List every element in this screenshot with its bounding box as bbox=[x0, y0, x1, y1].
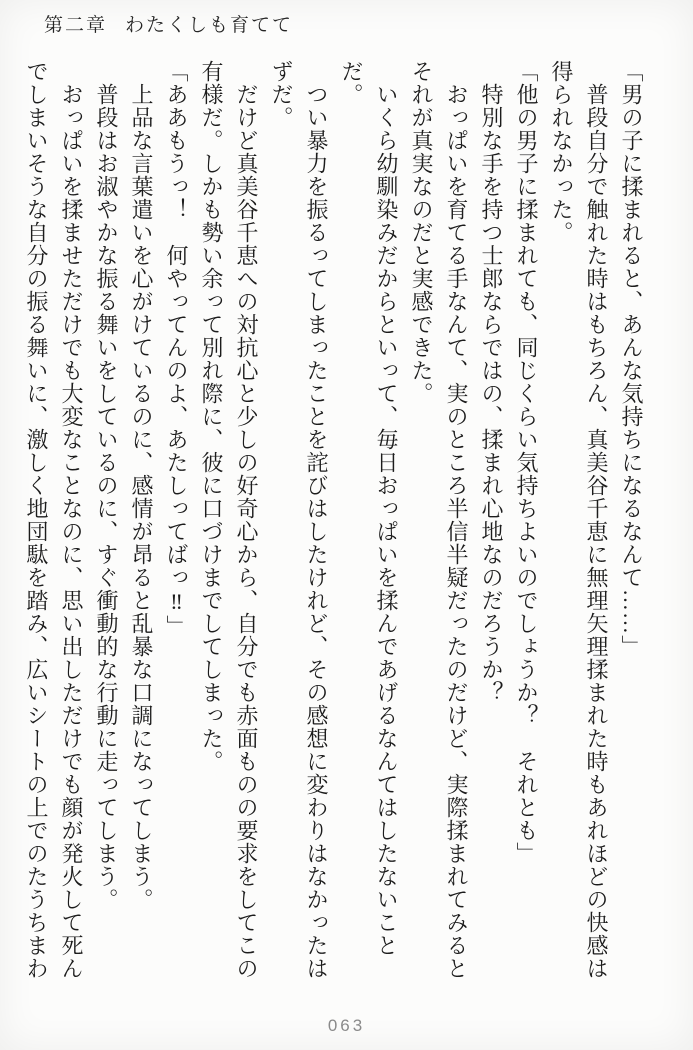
paragraph: 「男の子に揉まれると、あんな気持ちになるなんて……」 bbox=[619, 60, 644, 658]
paragraph: おっぱいを育てる手なんて、実のところ半信半疑だったのだけど、実際揉まれてみるとそれが真実なのだと実感できた。 bbox=[409, 60, 469, 980]
paragraph: 特別な手を持つ士郎ならではの、揉まれ心地なのだろうか？ bbox=[479, 60, 504, 704]
paragraph: だけど真美谷千恵への対抗心と少しの好奇心から、自分でも赤面ものの要求をしてこの有様だ。しかも勢い余って別れ際に、彼に口づけまでしてしまった。 bbox=[199, 60, 259, 980]
folio bbox=[0, 1016, 693, 1036]
chapter-title: わたくしも育てて bbox=[125, 15, 294, 36]
paragraph: つい暴力を振るってしまったことを詫びはしたけれど、その感想に変わりはなかったはずだ。 bbox=[269, 60, 329, 980]
paragraph: 「ああもうっ！ 何やってんのよ、あたしってばっ‼」 bbox=[164, 60, 189, 638]
paragraph: 普段はお淑やかな振る舞いをしているのに、すぐ衝動的な行動に走ってしまう。 bbox=[94, 60, 119, 911]
chapter-label: 第二章 bbox=[44, 15, 108, 36]
paragraph: 上品な言葉遣いを心がけているのに、感情が昂ると乱暴な口調になってしまう。 bbox=[129, 60, 154, 911]
paragraph: いくら幼馴染みだからといって、毎日おっぱいを揉んであげるなんてはしたないことだ。 bbox=[339, 60, 399, 957]
body-text-area bbox=[24, 60, 649, 988]
paragraph: 普段自分で触れた時はもちろん、真美谷千恵に無理矢理揉まれた時もあれほどの快感は得られなかった。 bbox=[549, 60, 609, 980]
running-head bbox=[44, 10, 293, 37]
paragraph: 「他の男子に揉まれても、同じくらい気持ちよいのでしょうか？ それとも」 bbox=[514, 60, 539, 865]
page-number: 063 bbox=[327, 1016, 366, 1035]
paragraph: おっぱいを揉ませただけでも大変なことなのに、思い出しただけでも顔が発火して死んでしまいそうな自分の振る舞いに、激しく地団駄を踏み、広いシートの上でのたうちまわ bbox=[24, 60, 84, 980]
